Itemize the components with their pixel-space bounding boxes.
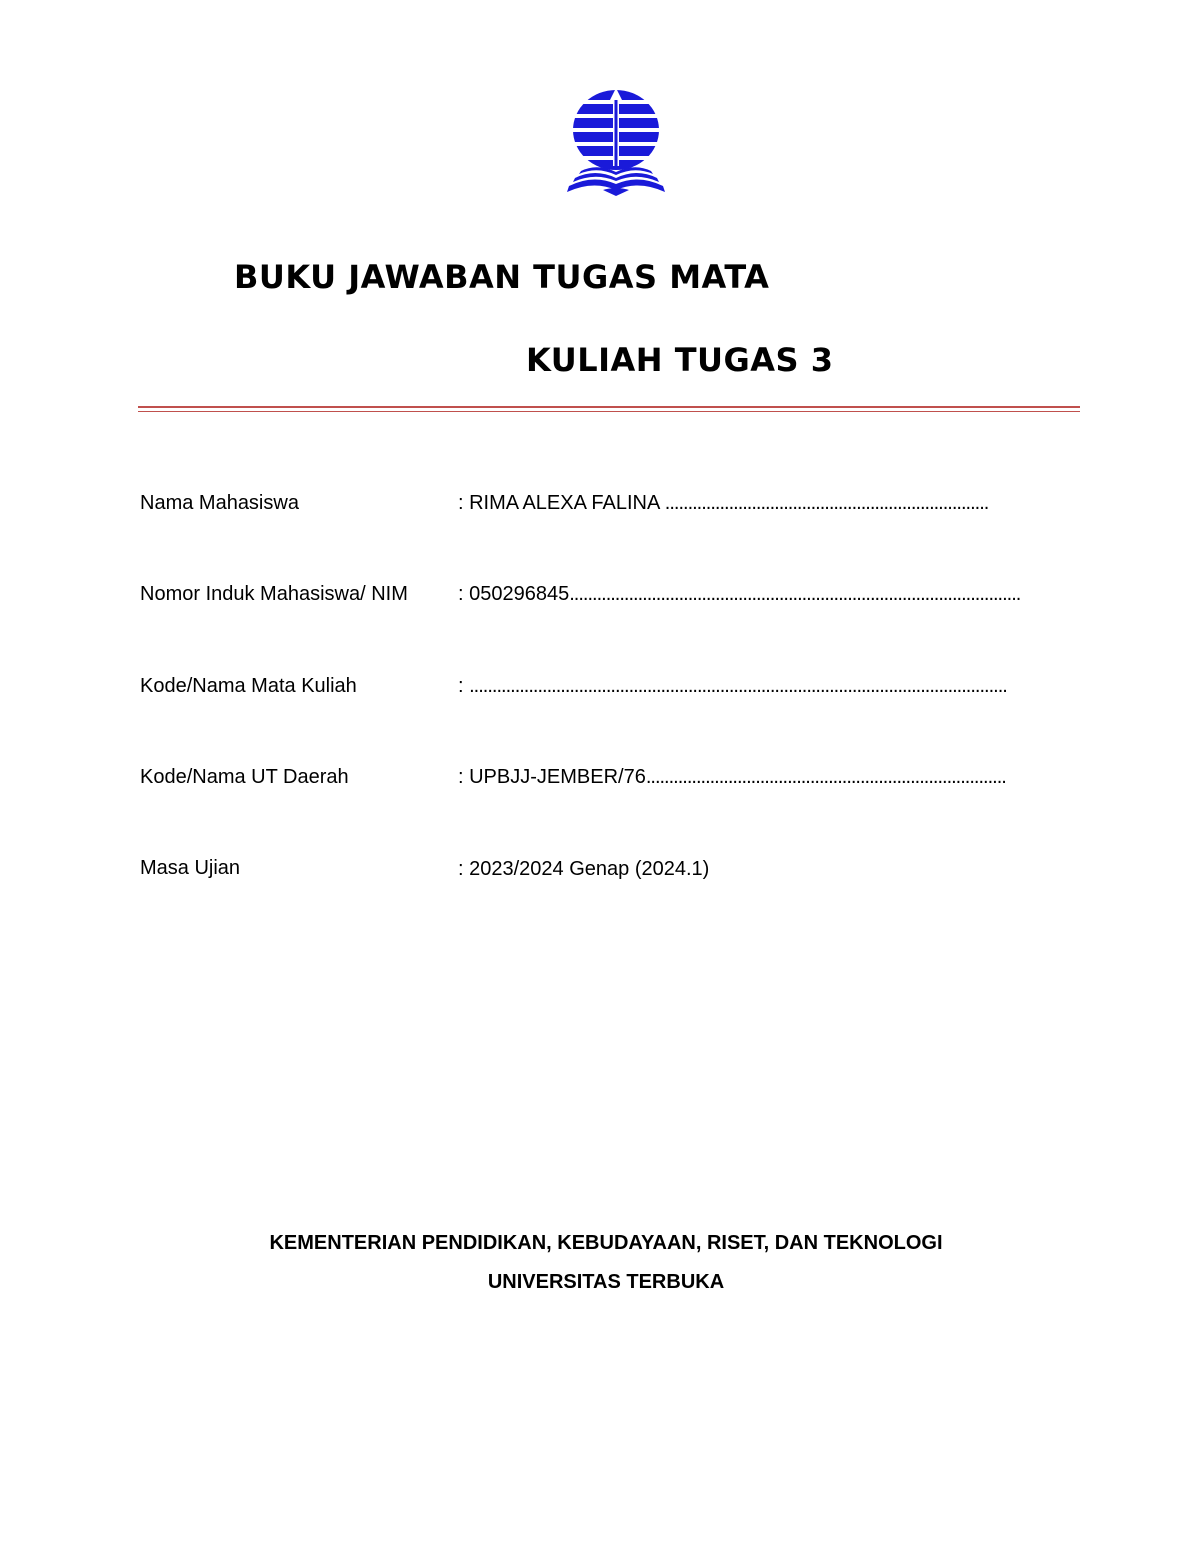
field-value-dots: ...................................................................................................................... <box>469 675 1007 697</box>
title-divider-top <box>138 406 1080 408</box>
field-value-text: : UPBJJ-JEMBER/76 <box>458 766 646 788</box>
footer-ministry: KEMENTERIAN PENDIDIKAN, KEBUDAYAAN, RISET, DAN TEKNOLOGI <box>269 1232 943 1254</box>
field-value-nama-mahasiswa <box>458 492 1038 515</box>
field-value-text: : 050296845 <box>458 583 570 605</box>
field-value-masa-ujian <box>458 858 1038 881</box>
field-value-mata-kuliah <box>458 675 1038 698</box>
field-value-dots: ............................................................................... <box>645 766 1006 788</box>
universitas-terbuka-logo <box>563 86 669 198</box>
field-label-ut-daerah: Kode/Nama UT Daerah <box>140 766 349 788</box>
title-divider-bottom <box>138 411 1080 412</box>
field-value-text: : RIMA ALEXA FALINA <box>458 492 665 514</box>
field-value-text: : 2023/2024 Genap (2024.1) <box>458 858 710 880</box>
field-value-dots: ....................................................................... <box>664 492 989 514</box>
field-label-nama-mahasiswa: Nama Mahasiswa <box>140 492 299 514</box>
document-title-line-1: BUKU JAWABAN TUGAS MATA <box>234 258 770 296</box>
field-label-mata-kuliah: Kode/Nama Mata Kuliah <box>140 675 357 697</box>
field-label-nim: Nomor Induk Mahasiswa/ NIM <box>140 583 408 605</box>
field-value-dots: ................................................................................................... <box>569 583 1021 605</box>
field-label-masa-ujian: Masa Ujian <box>140 857 241 879</box>
field-value-nim <box>458 583 1038 606</box>
field-value-ut-daerah <box>458 766 1038 789</box>
footer-university: UNIVERSITAS TERBUKA <box>487 1271 725 1293</box>
field-value-text: : <box>458 675 470 697</box>
document-title-line-2: KULIAH TUGAS 3 <box>526 341 834 379</box>
